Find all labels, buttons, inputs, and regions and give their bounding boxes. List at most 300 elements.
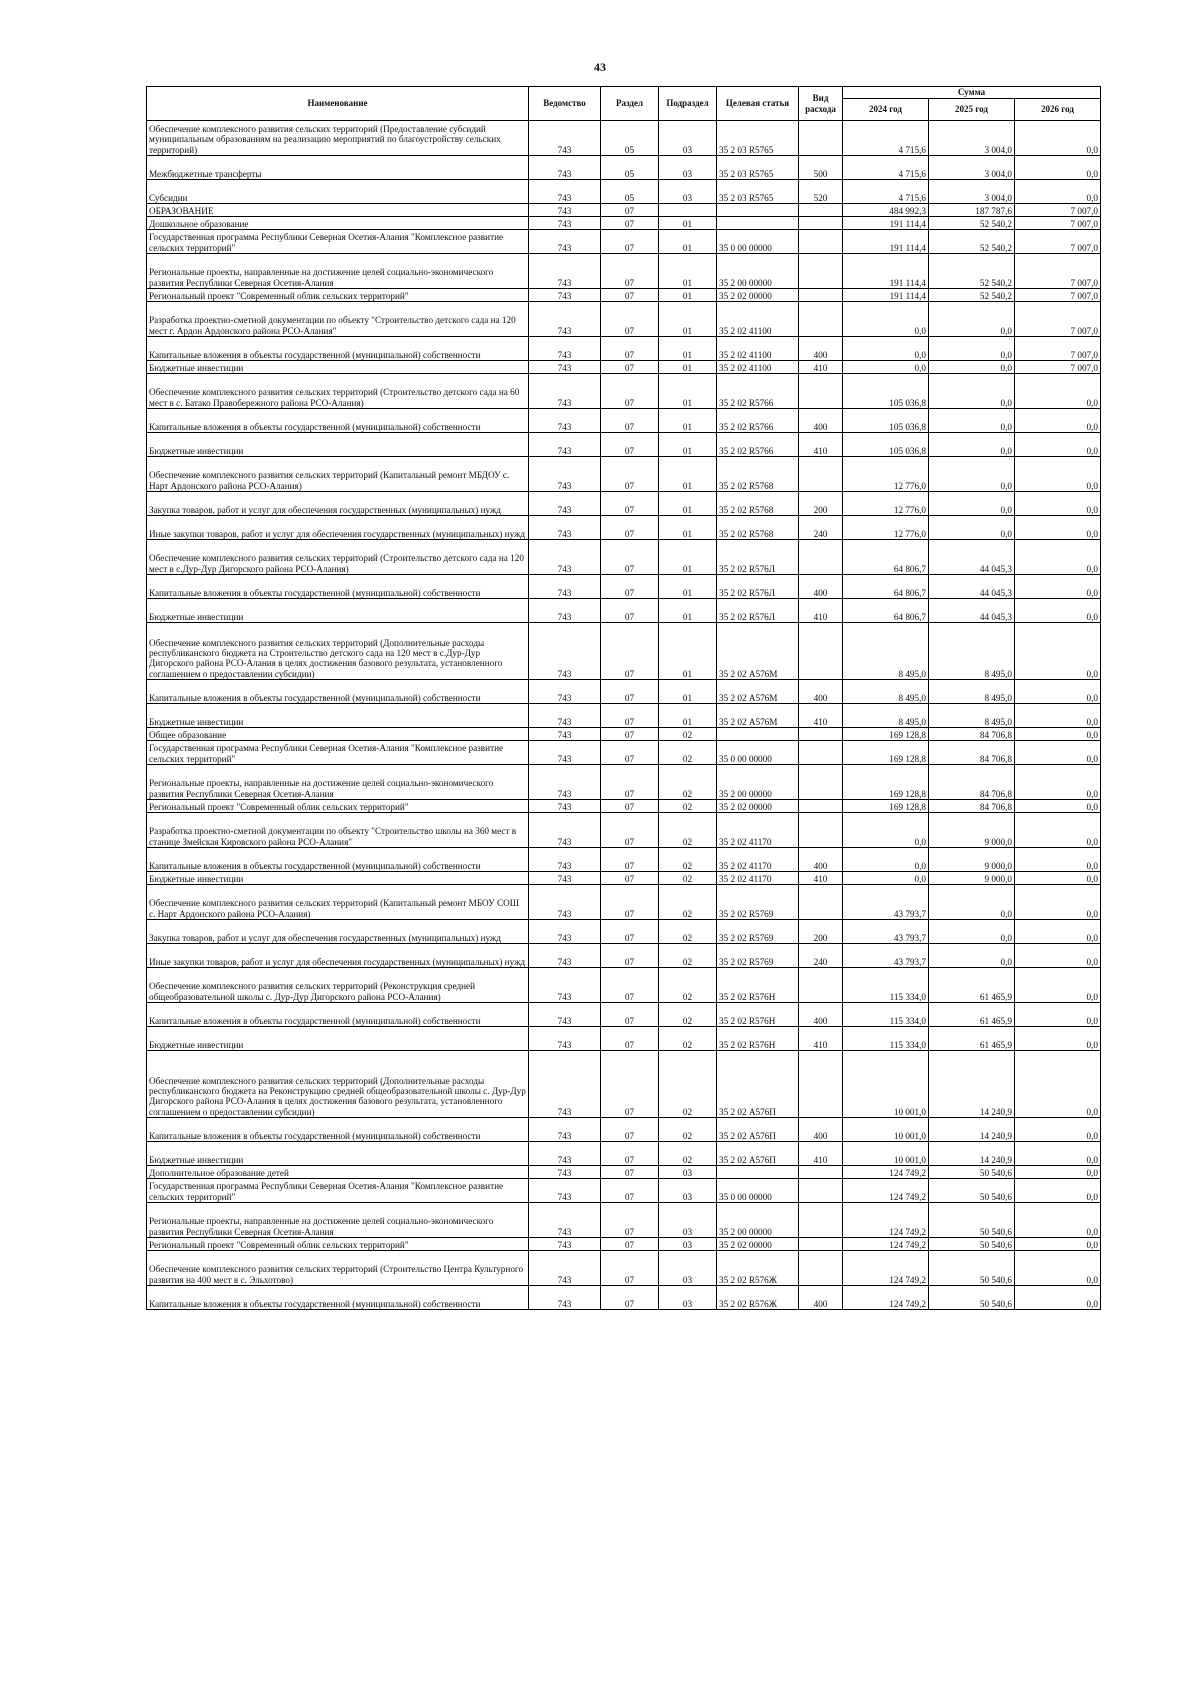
table-row (147, 872, 1101, 885)
row-2025: 50 540,6 (929, 1286, 1015, 1310)
table-row (147, 1027, 1101, 1051)
row-dept: 743 (529, 1142, 601, 1166)
row-section: 07 (601, 361, 659, 374)
row-2025: 50 540,6 (929, 1251, 1015, 1286)
header-dept: Ведомство (529, 87, 601, 121)
row-subsection: 02 (659, 1027, 717, 1051)
row-name: Региональные проекты, направленные на достижение целей социально-экономического развития Республики Северная Осетия-Алания (147, 254, 529, 289)
row-2026: 0,0 (1015, 813, 1101, 848)
row-type (799, 728, 843, 741)
row-name: Обеспечение комплексного развития сельских территорий (Капитальный ремонт МБОУ СОШ с. Нарт Ардонского района РСО-Алания) (147, 885, 529, 920)
row-name: Региональные проекты, направленные на достижение целей социально-экономического развития Республики Северная Осетия-Алания (147, 765, 529, 800)
row-2024: 484 992,3 (843, 204, 929, 217)
row-target: 35 0 00 00000 (717, 741, 799, 765)
table-row (147, 1286, 1101, 1310)
row-section: 07 (601, 1286, 659, 1310)
table-row (147, 704, 1101, 728)
row-target: 35 2 02 R576Л (717, 599, 799, 623)
row-dept: 743 (529, 337, 601, 361)
header-subsection: Подраздел (659, 87, 717, 121)
row-name: Межбюджетные трансферты (147, 156, 529, 180)
row-dept: 743 (529, 433, 601, 457)
table-row (147, 885, 1101, 920)
row-2024: 124 749,2 (843, 1179, 929, 1203)
table-row (147, 230, 1101, 254)
table-row (147, 1166, 1101, 1179)
row-subsection: 01 (659, 230, 717, 254)
row-name: Обеспечение комплексного развития сельских территорий (Дополнительные расходы республиканского бюджета на Строительство детского сада на 120 мест в с.Дур-Дур Дигорского района РСО-Алания в целях достижения базового результата, установленного соглашением о предоставлении субсидии) (147, 623, 529, 680)
table-row (147, 1203, 1101, 1238)
row-target (717, 204, 799, 217)
row-2024: 191 114,4 (843, 217, 929, 230)
row-2026: 0,0 (1015, 433, 1101, 457)
row-subsection: 01 (659, 409, 717, 433)
row-dept: 743 (529, 516, 601, 540)
row-name: Обеспечение комплексного развития сельских территорий (Строительство детского сада на 60 мест в с. Батако Правобережного района РСО-Алания) (147, 374, 529, 409)
row-dept: 743 (529, 156, 601, 180)
row-2024: 124 749,2 (843, 1238, 929, 1251)
table-row (147, 920, 1101, 944)
row-dept: 743 (529, 944, 601, 968)
row-section: 07 (601, 728, 659, 741)
row-2026: 0,0 (1015, 156, 1101, 180)
row-name: Капитальные вложения в объекты государственной (муниципальной) собственности (147, 337, 529, 361)
page-number: 43 (594, 60, 606, 74)
row-dept: 743 (529, 765, 601, 800)
row-subsection: 01 (659, 217, 717, 230)
row-type (799, 217, 843, 230)
row-2026: 0,0 (1015, 623, 1101, 680)
header-2024: 2024 год (843, 99, 929, 121)
table-row (147, 121, 1101, 156)
table-row (147, 741, 1101, 765)
row-2025: 0,0 (929, 492, 1015, 516)
row-name: Иные закупки товаров, работ и услуг для обеспечения государственных (муниципальных) нужд (147, 516, 529, 540)
row-subsection: 02 (659, 1003, 717, 1027)
row-2024: 10 001,0 (843, 1051, 929, 1118)
row-2024: 64 806,7 (843, 575, 929, 599)
row-2026: 7 007,0 (1015, 217, 1101, 230)
row-2026: 0,0 (1015, 765, 1101, 800)
row-2025: 50 540,6 (929, 1238, 1015, 1251)
row-dept: 743 (529, 409, 601, 433)
row-target: 35 2 02 00000 (717, 289, 799, 302)
header-2026: 2026 год (1015, 99, 1101, 121)
row-target: 35 2 00 00000 (717, 1203, 799, 1238)
table-row (147, 457, 1101, 492)
row-type (799, 121, 843, 156)
header-section: Раздел (601, 87, 659, 121)
row-2024: 169 128,8 (843, 800, 929, 813)
row-2024: 64 806,7 (843, 599, 929, 623)
row-name: Общее образование (147, 728, 529, 741)
row-target: 35 2 02 R576Ж (717, 1286, 799, 1310)
row-2024: 105 036,8 (843, 374, 929, 409)
row-target: 35 2 02 41170 (717, 813, 799, 848)
row-2026: 0,0 (1015, 121, 1101, 156)
row-name: ОБРАЗОВАНИЕ (147, 204, 529, 217)
row-subsection: 02 (659, 885, 717, 920)
row-2026: 0,0 (1015, 848, 1101, 872)
row-2025: 50 540,6 (929, 1179, 1015, 1203)
row-subsection: 01 (659, 374, 717, 409)
row-target: 35 2 02 R5769 (717, 885, 799, 920)
row-2024: 124 749,2 (843, 1286, 929, 1310)
row-name: Дошкольное образование (147, 217, 529, 230)
table-row (147, 1142, 1101, 1166)
row-2025: 9 000,0 (929, 872, 1015, 885)
row-2026: 0,0 (1015, 516, 1101, 540)
row-type: 400 (799, 1286, 843, 1310)
row-2025: 14 240,9 (929, 1142, 1015, 1166)
row-name: Региональный проект "Современный облик сельских территорий" (147, 1238, 529, 1251)
row-dept: 743 (529, 1238, 601, 1251)
row-type (799, 800, 843, 813)
row-2026: 7 007,0 (1015, 230, 1101, 254)
row-target: 35 2 02 R5768 (717, 457, 799, 492)
row-section: 07 (601, 1166, 659, 1179)
row-section: 07 (601, 337, 659, 361)
row-2026: 7 007,0 (1015, 337, 1101, 361)
row-subsection: 01 (659, 302, 717, 337)
row-section: 07 (601, 920, 659, 944)
row-2026: 7 007,0 (1015, 302, 1101, 337)
row-type: 240 (799, 944, 843, 968)
row-2026: 0,0 (1015, 1027, 1101, 1051)
row-2024: 115 334,0 (843, 968, 929, 1003)
row-2026: 0,0 (1015, 944, 1101, 968)
row-target: 35 2 02 41100 (717, 337, 799, 361)
row-target: 35 0 00 00000 (717, 230, 799, 254)
table-row (147, 433, 1101, 457)
row-2024: 169 128,8 (843, 741, 929, 765)
row-section: 07 (601, 516, 659, 540)
row-name: Обеспечение комплексного развития сельских территорий (Предоставление субсидий муниципальным образованиям на реализацию мероприятий по благоустройству сельских территорий) (147, 121, 529, 156)
row-subsection: 02 (659, 765, 717, 800)
table-row (147, 765, 1101, 800)
row-section: 07 (601, 1003, 659, 1027)
row-dept: 743 (529, 121, 601, 156)
row-2024: 4 715,6 (843, 121, 929, 156)
row-2025: 44 045,3 (929, 599, 1015, 623)
row-2024: 191 114,4 (843, 254, 929, 289)
row-2025: 8 495,0 (929, 623, 1015, 680)
row-type (799, 623, 843, 680)
row-dept: 743 (529, 872, 601, 885)
row-target: 35 2 02 А576П (717, 1118, 799, 1142)
row-2025: 61 465,9 (929, 1027, 1015, 1051)
row-type: 410 (799, 1142, 843, 1166)
row-2024: 169 128,8 (843, 765, 929, 800)
table-row (147, 337, 1101, 361)
row-dept: 743 (529, 492, 601, 516)
row-subsection: 01 (659, 361, 717, 374)
row-type: 200 (799, 920, 843, 944)
table-row (147, 728, 1101, 741)
row-subsection: 02 (659, 848, 717, 872)
row-2025: 84 706,8 (929, 728, 1015, 741)
row-2025: 0,0 (929, 337, 1015, 361)
row-2025: 50 540,6 (929, 1166, 1015, 1179)
row-2024: 12 776,0 (843, 516, 929, 540)
table-row (147, 540, 1101, 575)
row-name: Бюджетные инвестиции (147, 1027, 529, 1051)
row-2024: 115 334,0 (843, 1027, 929, 1051)
row-dept: 743 (529, 204, 601, 217)
row-dept: 743 (529, 728, 601, 741)
row-dept: 743 (529, 1179, 601, 1203)
row-target: 35 2 02 R576Н (717, 1027, 799, 1051)
row-section: 07 (601, 813, 659, 848)
table-row (147, 813, 1101, 848)
row-2026: 0,0 (1015, 1166, 1101, 1179)
table-row (147, 800, 1101, 813)
row-name: Государственная программа Республики Северная Осетия-Алания "Комплексное развитие сельских территорий" (147, 230, 529, 254)
row-2024: 124 749,2 (843, 1166, 929, 1179)
row-section: 05 (601, 121, 659, 156)
row-type (799, 885, 843, 920)
row-target: 35 2 02 41170 (717, 872, 799, 885)
row-type (799, 813, 843, 848)
row-2025: 0,0 (929, 361, 1015, 374)
row-2026: 0,0 (1015, 800, 1101, 813)
row-subsection: 02 (659, 813, 717, 848)
row-target: 35 2 02 R576Н (717, 968, 799, 1003)
row-subsection: 02 (659, 944, 717, 968)
row-subsection: 03 (659, 1286, 717, 1310)
row-name: Бюджетные инвестиции (147, 433, 529, 457)
row-dept: 743 (529, 1027, 601, 1051)
row-target: 35 2 02 00000 (717, 1238, 799, 1251)
row-section: 07 (601, 872, 659, 885)
row-dept: 743 (529, 1203, 601, 1238)
row-dept: 743 (529, 302, 601, 337)
row-2024: 124 749,2 (843, 1251, 929, 1286)
row-2024: 4 715,6 (843, 156, 929, 180)
row-2024: 169 128,8 (843, 728, 929, 741)
row-2025: 0,0 (929, 920, 1015, 944)
row-dept: 743 (529, 254, 601, 289)
row-target (717, 1166, 799, 1179)
row-type: 400 (799, 337, 843, 361)
row-target: 35 2 02 R576Л (717, 540, 799, 575)
row-dept: 743 (529, 540, 601, 575)
row-section: 07 (601, 741, 659, 765)
row-section: 07 (601, 1238, 659, 1251)
row-target (717, 728, 799, 741)
row-2026: 0,0 (1015, 1179, 1101, 1203)
row-section: 07 (601, 944, 659, 968)
row-name: Дополнительное образование детей (147, 1166, 529, 1179)
row-subsection: 01 (659, 457, 717, 492)
row-target: 35 2 02 41100 (717, 361, 799, 374)
row-2024: 8 495,0 (843, 680, 929, 704)
row-subsection: 02 (659, 728, 717, 741)
row-target: 35 0 00 00000 (717, 1179, 799, 1203)
row-section: 07 (601, 575, 659, 599)
row-name: Региональный проект "Современный облик сельских территорий" (147, 289, 529, 302)
row-section: 07 (601, 1203, 659, 1238)
row-dept: 743 (529, 1166, 601, 1179)
table-row (147, 204, 1101, 217)
row-section: 07 (601, 302, 659, 337)
row-type (799, 230, 843, 254)
row-name: Государственная программа Республики Северная Осетия-Алания "Комплексное развитие сельских территорий" (147, 1179, 529, 1203)
row-type (799, 765, 843, 800)
row-2026: 0,0 (1015, 1051, 1101, 1118)
row-section: 07 (601, 704, 659, 728)
row-name: Бюджетные инвестиции (147, 1142, 529, 1166)
row-type (799, 741, 843, 765)
row-type: 400 (799, 680, 843, 704)
row-target: 35 2 03 R5765 (717, 121, 799, 156)
table-row (147, 254, 1101, 289)
row-name: Государственная программа Республики Северная Осетия-Алания "Комплексное развитие сельских территорий" (147, 741, 529, 765)
row-2026: 0,0 (1015, 1238, 1101, 1251)
row-2025: 52 540,2 (929, 254, 1015, 289)
row-section: 07 (601, 800, 659, 813)
row-target: 35 2 02 41170 (717, 848, 799, 872)
row-subsection: 01 (659, 337, 717, 361)
row-dept: 743 (529, 885, 601, 920)
row-type: 410 (799, 599, 843, 623)
row-dept: 743 (529, 1251, 601, 1286)
row-section: 07 (601, 374, 659, 409)
row-type (799, 1051, 843, 1118)
row-name: Капитальные вложения в объекты государственной (муниципальной) собственности (147, 1286, 529, 1310)
row-dept: 743 (529, 374, 601, 409)
row-name: Обеспечение комплексного развития сельских территорий (Дополнительные расходы республиканского бюджета на Реконструкцию средней общеобразовательной школы с. Дур-Дур Дигорского района РСО-Алания в целях достижения базового результата, установленного соглашением о предоставлении субсидии) (147, 1051, 529, 1118)
row-type (799, 1203, 843, 1238)
row-target: 35 2 02 R5766 (717, 409, 799, 433)
row-subsection: 01 (659, 289, 717, 302)
row-target: 35 2 02 R576Ж (717, 1251, 799, 1286)
row-dept: 743 (529, 680, 601, 704)
row-name: Разработка проектно-сметной документации по объекту "Строительство школы на 360 мест в станице Змейская Кировского района РСО-Алания" (147, 813, 529, 848)
table-body (147, 121, 1101, 1310)
row-target: 35 2 02 R576Л (717, 575, 799, 599)
row-name: Региональный проект "Современный облик сельских территорий" (147, 800, 529, 813)
row-2025: 61 465,9 (929, 1003, 1015, 1027)
row-name: Иные закупки товаров, работ и услуг для обеспечения государственных (муниципальных) нужд (147, 944, 529, 968)
row-2025: 52 540,2 (929, 217, 1015, 230)
row-2026: 0,0 (1015, 680, 1101, 704)
row-subsection: 01 (659, 704, 717, 728)
row-2026: 0,0 (1015, 1251, 1101, 1286)
row-2025: 3 004,0 (929, 121, 1015, 156)
row-name: Бюджетные инвестиции (147, 599, 529, 623)
table-row (147, 180, 1101, 204)
row-subsection: 03 (659, 1251, 717, 1286)
row-section: 05 (601, 180, 659, 204)
row-2025: 52 540,2 (929, 289, 1015, 302)
row-2025: 0,0 (929, 409, 1015, 433)
row-section: 07 (601, 1118, 659, 1142)
row-2026: 0,0 (1015, 920, 1101, 944)
table-row (147, 623, 1101, 680)
row-section: 07 (601, 433, 659, 457)
row-subsection: 02 (659, 920, 717, 944)
table-row (147, 492, 1101, 516)
row-target (717, 217, 799, 230)
row-2026: 0,0 (1015, 872, 1101, 885)
row-dept: 743 (529, 741, 601, 765)
row-type (799, 1179, 843, 1203)
table-row (147, 575, 1101, 599)
row-name: Капитальные вложения в объекты государственной (муниципальной) собственности (147, 1118, 529, 1142)
row-subsection: 02 (659, 741, 717, 765)
row-2025: 14 240,9 (929, 1118, 1015, 1142)
row-2025: 0,0 (929, 885, 1015, 920)
row-section: 07 (601, 680, 659, 704)
row-target: 35 2 02 41100 (717, 302, 799, 337)
row-type (799, 457, 843, 492)
table-row (147, 516, 1101, 540)
row-type: 520 (799, 180, 843, 204)
row-dept: 743 (529, 848, 601, 872)
table-header (147, 87, 1101, 121)
row-type (799, 302, 843, 337)
row-2024: 0,0 (843, 361, 929, 374)
row-type: 400 (799, 1003, 843, 1027)
row-name: Закупка товаров, работ и услуг для обеспечения государственных (муниципальных) нужд (147, 920, 529, 944)
row-target: 35 2 02 R5769 (717, 944, 799, 968)
row-2025: 0,0 (929, 302, 1015, 337)
header-target: Целевая статья (717, 87, 799, 121)
row-2024: 0,0 (843, 872, 929, 885)
row-2024: 64 806,7 (843, 540, 929, 575)
row-target: 35 2 02 А576М (717, 623, 799, 680)
row-type: 200 (799, 492, 843, 516)
row-2025: 50 540,6 (929, 1203, 1015, 1238)
row-2024: 10 001,0 (843, 1118, 929, 1142)
row-section: 07 (601, 1051, 659, 1118)
row-section: 07 (601, 492, 659, 516)
table-row (147, 599, 1101, 623)
row-2026: 0,0 (1015, 409, 1101, 433)
row-name: Капитальные вложения в объекты государственной (муниципальной) собственности (147, 848, 529, 872)
row-subsection: 03 (659, 180, 717, 204)
row-type (799, 540, 843, 575)
row-name: Обеспечение комплексного развития сельских территорий (Реконструкция средней общеобразовательной школы с. Дур-Дур Дигорского района РСО-Алания) (147, 968, 529, 1003)
row-2024: 105 036,8 (843, 409, 929, 433)
row-name: Капитальные вложения в объекты государственной (муниципальной) собственности (147, 409, 529, 433)
table-row (147, 1238, 1101, 1251)
row-target: 35 2 03 R5765 (717, 180, 799, 204)
row-2024: 12 776,0 (843, 492, 929, 516)
row-2025: 0,0 (929, 374, 1015, 409)
row-dept: 743 (529, 217, 601, 230)
row-type: 410 (799, 704, 843, 728)
table-row (147, 374, 1101, 409)
row-dept: 743 (529, 920, 601, 944)
row-dept: 743 (529, 289, 601, 302)
row-subsection: 01 (659, 680, 717, 704)
row-2026: 0,0 (1015, 1118, 1101, 1142)
row-dept: 743 (529, 800, 601, 813)
row-dept: 743 (529, 230, 601, 254)
row-section: 07 (601, 217, 659, 230)
row-dept: 743 (529, 361, 601, 374)
row-type: 410 (799, 872, 843, 885)
row-2026: 0,0 (1015, 374, 1101, 409)
row-2025: 9 000,0 (929, 848, 1015, 872)
row-type (799, 374, 843, 409)
row-type (799, 204, 843, 217)
row-target: 35 2 03 R5765 (717, 156, 799, 180)
row-2025: 3 004,0 (929, 180, 1015, 204)
row-section: 05 (601, 156, 659, 180)
